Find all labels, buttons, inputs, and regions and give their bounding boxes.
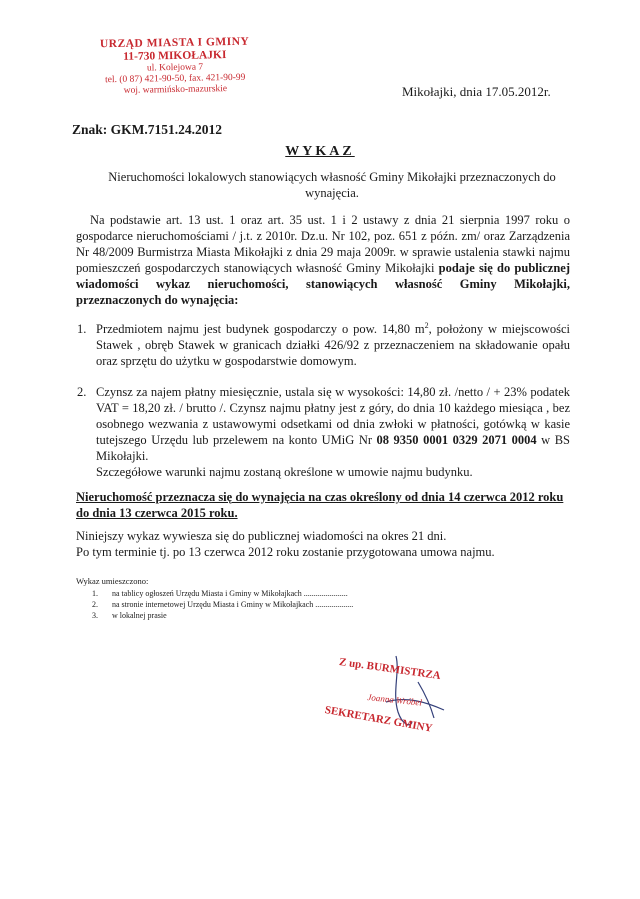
item-text-after: w BS Mikołajki. — [96, 433, 570, 463]
place-and-date: Mikołajki, dnia 17.05.2012r. — [402, 84, 551, 99]
stamp-line-postal: 11-730 MIKOŁAJKI — [123, 49, 227, 63]
list-item-number: 1. — [92, 589, 98, 598]
item-text-after: , położony w miejscowości Stawek , obręb Stawek w granicach działki 426/92 z przeznaczeniem na składowanie opału oraz sprzętu do użytku w gospodarstwie domowym. — [96, 322, 570, 368]
stamp-line-region: woj. warmińsko-mazurskie — [123, 84, 228, 96]
document-subtitle: Nieruchomości lokalowych stanowiących własność Gminy Mikołajki przeznaczonych do wynajęcia. — [108, 170, 556, 200]
list-item-text: na tablicy ogłoszeń Urzędu Miasta i Gminy w Mikołajkach ...................... — [112, 589, 348, 598]
bank-account-number: 08 9350 0001 0329 2071 0004 — [376, 433, 537, 447]
list-item-number: 2. — [92, 600, 98, 609]
list-item — [92, 610, 353, 621]
list-item — [77, 320, 570, 369]
notice-display-period: Niniejszy wykaz wywiesza się do publicznej wiadomości na okres 21 dni. — [76, 529, 447, 543]
superscript: 2 — [424, 320, 429, 330]
signature-stamp — [323, 652, 476, 736]
reference-sign: Znak: GKM.7151.24.2012 — [72, 122, 223, 137]
notice-contract: Po tym terminie tj. po 13 czerwca 2012 roku zostanie przygotowana umowa najmu. — [76, 545, 495, 559]
signature-line-authority: Z up. BURMISTRZA — [338, 656, 442, 683]
document-title: WYKAZ — [285, 144, 355, 159]
rental-period: Nieruchomość przeznacza się do wynajęcia na czas określony od dnia 14 czerwca 2012 roku do dnia 13 czerwca 2015 roku. — [76, 490, 564, 520]
signature-line-position: SEKRETARZ GMINY — [323, 704, 434, 735]
item-extra-text: Szczegółowe warunki najmu zostaną określone w umowie najmu budynku. — [96, 465, 473, 479]
list-item — [77, 384, 570, 480]
intro-bold-text: podaje się do publicznej wiadomości wykaz nieruchomości, stanowiących własność Gminy Mikołajki, przeznaczonych do wynajęcia: — [76, 261, 570, 307]
posted-list-title: Wykaz umieszczono: — [76, 576, 149, 586]
item-text: Czynsz za najem płatny miesięcznie, ustala się w wysokości: 14,80 zł. /netto / + 23% podatek VAT = 18,20 zł. / brutto /. Czynsz najmu płatny jest z góry, do dnia 10 każdego miesiąca , bez osobnego wezwania z ustawowymi odsetkami od dnia zwłoki w płatności, gotówką w kasie tutejszego Urzędu lub przelewem na konto UMiG Nr — [96, 385, 570, 447]
stamp-line-office: URZĄD MIASTA I GMINY — [99, 35, 250, 51]
list-item-number: 2. — [77, 385, 87, 399]
office-stamp — [59, 34, 290, 98]
stamp-line-street: ul. Kolejowa 7 — [146, 62, 204, 74]
stamp-line-phone: tel. (0 87) 421-90-50, fax. 421-90-99 — [104, 72, 246, 86]
item-text-before: Przedmiotem najmu jest budynek gospodarczy o pow. 14,80 m — [96, 322, 425, 336]
list-item-number: 1. — [77, 322, 87, 336]
list-item — [92, 588, 353, 599]
signature-line-name: Joanna Wróbel — [366, 692, 423, 708]
intro-text: Na podstawie art. 13 ust. 1 oraz art. 35 ust. 1 i 2 ustawy z dnia 21 sierpnia 1997 roku o gospodarce nieruchomościami / j.t. z 2010r. Dz.u. Nr 102, poz. 651 z późn. zm/ oraz Zarządzenia Nr 48/2009 Burmistrza Miasta Mikołajki z dnia 29 maja 2009r. w sprawie ustalenia stawki najmu pomieszczeń gospodarczych stanowiących własność Gminy Mikołajki — [76, 213, 570, 275]
intro-paragraph — [76, 212, 570, 308]
list-item-text: w lokalnej prasie — [112, 611, 167, 620]
list-item-number: 3. — [92, 611, 98, 620]
list-item-text: na stronie internetowej Urzędu Miasta i Gminy w Mikołajkach ................... — [112, 600, 354, 609]
list-item — [92, 599, 353, 610]
posted-list — [92, 588, 353, 621]
